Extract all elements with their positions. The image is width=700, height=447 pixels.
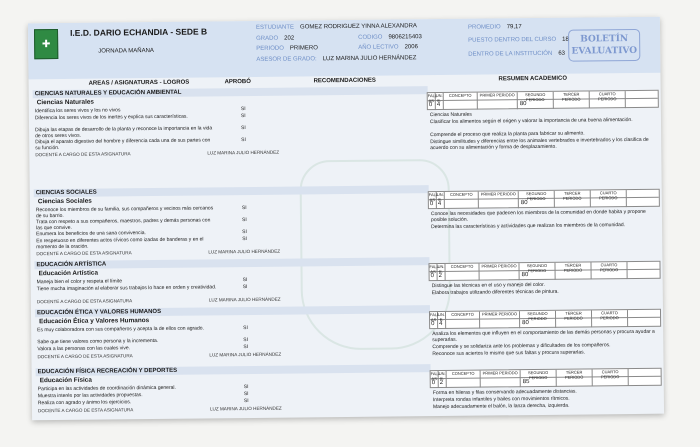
aprobo-value: SI [243, 344, 249, 351]
logro-text: Es muy colaboradora con sus compañeros y acepta la de ellos con agrado. [37, 325, 204, 334]
logro-text: Reconoce los miembros de su familia, sus compañeros y vecinos más cercanos de su barrio. [35, 205, 214, 220]
grades-grid [428, 261, 660, 281]
grid-concepto: CONCEPTO [444, 93, 478, 110]
docente-label: DOCENTE A CARGO DE ESTA ASIGNATURA [37, 407, 134, 414]
grades-grid [427, 90, 659, 110]
logro-text: Muestra interés por las actividades propuestas. [37, 392, 143, 400]
aprobo-value: SI [243, 391, 249, 398]
area-title: EDUCACIÓN ÉTICA Y VALORES HUMANOS [35, 305, 430, 317]
grid-p2: SEGUNDO PERIODO [519, 263, 555, 280]
grid-un: UN. E. [439, 371, 447, 388]
grid-concepto: CONCEPTO [447, 371, 481, 388]
aprobo-value: SI [243, 337, 249, 344]
grades-grid [428, 189, 660, 209]
logro-text: Participa en las actividades de coordinación dinámica general. [37, 384, 176, 393]
rank-institution-field: DENTRO DE LA INSTITUCIÓN 63 [468, 50, 566, 58]
first-period-grade: 80 [519, 101, 527, 108]
period-field: PERIODO PRIMERO [256, 45, 318, 52]
un-value: 4 [437, 201, 442, 208]
average-field: PROMEDIO 79,17 [467, 24, 522, 31]
docente-name: LUZ MARINA JULIO HERNÁNDEZ [209, 405, 282, 412]
resumen-text: Reconoce sus aciertos lo mismo que sus faltas y procura superarlas. [432, 349, 586, 358]
grid-p4: CUARTO PERIODO [591, 190, 627, 207]
grid-un: UN. E. [437, 192, 445, 209]
resumen-text: Distingue similitudes y diferencias entre los animales vertebrados e invertebrados y los clasifica de acuerdo con su alimentación y forma de desplazamiento. [430, 136, 649, 152]
resumen-text: Elabora trabajos utilizando diferentes técnicas de pintura. [431, 288, 559, 297]
aprobo-value: SI [243, 325, 248, 332]
grid-p1: PRIMER PERIODO [480, 311, 520, 328]
report-card-sheet [28, 17, 664, 421]
grid-p2: SEGUNDO PERIODO [520, 311, 556, 328]
first-period-grade: 80 [522, 320, 529, 327]
aprobo-value: SI [241, 205, 247, 212]
year-field: AÑO LECTIVO 2006 [358, 44, 418, 51]
un-value: 4 [439, 320, 443, 328]
first-period-grade: 85 [522, 379, 530, 386]
logro-text: Maneja bien el color y respeta el límite [36, 278, 123, 286]
report-header [28, 17, 661, 80]
student-field: ESTUDIANTE GOMEZ RODRIGUEZ YINNA ALEXANDRA [255, 23, 417, 31]
aprobo-value: SI [242, 229, 247, 236]
area-title: EDUCACIÓN ARTÍSTICA [34, 257, 429, 269]
grid-p3: TERCER PERIODO [556, 310, 592, 327]
grid-p4: CUARTO PERIODO [591, 262, 627, 279]
subject-name: Educación Ética y Valores Humanos [39, 317, 150, 326]
aprobo-value: SI [243, 398, 249, 405]
docente-label: DOCENTE A CARGO DE ESTA ASIGNATURA [35, 151, 131, 158]
resumen-text: Conoce las necesidades que padecen los miembros de la comunidad en donde habita y propone posible solución. [430, 208, 646, 224]
col-recomendaciones: RECOMENDACIONES [313, 77, 376, 85]
grid-p4: CUARTO PERIODO [590, 91, 626, 108]
grid-p1: PRIMER PERIODO [478, 92, 518, 109]
boletin-title: BOLETÍN EVALUATIVO [568, 29, 640, 62]
aprobo-value: SI [241, 137, 246, 144]
fallas-value: 0 [428, 102, 433, 109]
grid-concepto: CONCEPTO [445, 264, 479, 281]
un-value: 2 [439, 379, 444, 387]
docente-name: LUZ MARINA JULIO HERNÁNDEZ [208, 248, 281, 255]
aprobo-value: SI [241, 217, 247, 224]
logro-text: Tiene mucha imaginación al elaborar sus trabajos lo hace en orden y creatividad. [36, 284, 217, 293]
resumen-text: Distingue las técnicas en el uso y manejo del color. [431, 281, 545, 290]
logro-text: Sabe que tiene valores como persona y la incrementa. [37, 337, 159, 346]
aprobo-value: SI [242, 277, 248, 284]
advisor-field: ASESOR DE GRADO: LUZ MARINA JULIO HERNÁNDEZ [256, 55, 417, 63]
resumen-text: Comprende el proceso que realiza la planta para fabricar su alimento. [430, 130, 585, 139]
subject-name: Educación Física [39, 376, 92, 385]
grid-fallas: FALL AS [430, 312, 438, 329]
fallas-value: 0 [430, 273, 434, 280]
area-title: CIENCIAS NATURALES Y EDUCACIÓN AMBIENTAL [33, 86, 428, 98]
resumen-text: Manejo adecuadamente el balón, la lanza derecha, izquierda. [432, 402, 570, 411]
un-value: 2 [438, 272, 442, 280]
resumen-text: Clasificar los alimentos según el origen y valorar la importancia de una buena alimentación. [429, 116, 633, 126]
grid-p4: CUARTO PERIODO [593, 369, 629, 386]
logro-text: Enumera los beneficios de una sana convivencia. [36, 230, 146, 238]
rank-course-field: PUESTO DENTRO DEL CURSO 18 [468, 36, 569, 44]
docente-name: LUZ MARINA JULIO HERNÁNDEZ [207, 149, 280, 156]
grid-fallas: FALL AS [428, 93, 436, 110]
grid-un: UN. E. [438, 312, 446, 329]
grid-fallas: FALL AS [431, 371, 439, 388]
logro-text: Realiza con agrado y ánimo los ejercicios. [37, 399, 132, 407]
aprobo-value: SI [241, 125, 246, 132]
logro-text: En respetuoso en diferentes actos cívicos como izadas de banderas y en el momento de la oración. [36, 236, 204, 251]
area-block [32, 362, 664, 414]
grid-fallas: FALL AS [429, 264, 437, 281]
logro-text: Diferencia los seres vivos de los inertes y explica sus características. [34, 113, 188, 122]
grid-fallas: FALL AS [429, 192, 437, 209]
col-resumen: RESUMEN ACADEMICO [498, 75, 568, 83]
grid-p3: TERCER PERIODO [557, 369, 593, 386]
aprobo-value: SI [240, 113, 246, 120]
grid-concepto: CONCEPTO [446, 312, 480, 329]
first-period-grade: 80 [520, 200, 528, 207]
grid-p3: TERCER PERIODO [554, 91, 590, 108]
grades-grid [430, 368, 662, 388]
col-aprobo: APROBÓ [224, 78, 251, 86]
subject-name: Ciencias Naturales [36, 98, 95, 107]
logro-text: Dibuja el aparato digestivo del hombre y diferencia cada una de sus partes con su función. [35, 137, 211, 152]
aprobo-value: SI [243, 384, 249, 391]
logro-text: Dibuja las etapas de desarrollo de la planta y reconoce la importancia en la vida de otros seres vivos. [35, 125, 213, 140]
fallas-value: 0 [429, 201, 434, 208]
resumen-text: Analiza los elementos que influyen en el comportamiento de las demás personas y procura ayudar a superarlas. [432, 328, 655, 344]
aprobo-value: SI [242, 284, 248, 291]
school-name: I.E.D. DARIO ECHANDIA - SEDE B [69, 26, 208, 38]
logro-text: Identifica los seres vivos y los no vivos [34, 107, 121, 115]
resumen-text: Forma en hileras y filas conservando adecuadamente distancias. [432, 388, 577, 397]
grid-un: UN. E. [436, 93, 444, 110]
subject-name: Ciencias Sociales [37, 197, 92, 206]
grid-un: UN. E. [437, 264, 445, 281]
docente-name: LUZ MARINA JULIO HERNÁNDEZ [208, 296, 281, 303]
logro-text: Trata con respeto a sus compañeros, maestros, padres y demás personas con las que convive. [35, 217, 211, 232]
grid-p2: SEGUNDO PERIODO [521, 370, 557, 387]
subject-name: Educación Artística [38, 269, 99, 278]
school-logo-icon: ✚ [34, 29, 58, 59]
resumen-text: Ciencias Naturales [429, 111, 472, 119]
fallas-value: 0 [431, 380, 436, 387]
grade-field: GRADO 202 [256, 35, 295, 42]
grid-p1: PRIMER PERIODO [481, 370, 521, 387]
un-value: 4 [436, 102, 441, 109]
grades-grid [429, 309, 661, 329]
grid-p1: PRIMER PERIODO [479, 263, 519, 280]
col-areas: AREAS / ASIGNATURAS - LOGROS [88, 79, 190, 87]
grid-concepto: CONCEPTO [445, 192, 479, 209]
resumen-text: Determina las características y actividades que realizan los miembros de la comunidad. [431, 222, 626, 231]
grid-p3: TERCER PERIODO [555, 262, 591, 279]
docente-label: DOCENTE A CARGO DE ESTA ASIGNATURA [36, 250, 132, 257]
area-title: CIENCIAS SOCIALES [34, 185, 429, 197]
resumen-text: Comprende y se solidariza ante los problemas y dificultades de los compañeros. [432, 342, 611, 351]
first-period-grade: 80 [521, 272, 529, 279]
aprobo-value: SI [242, 236, 247, 243]
code-field: CODIGO 9806215403 [358, 34, 422, 41]
docente-label: DOCENTE A CARGO DE ESTA ASIGNATURA [37, 353, 133, 360]
docente-name: LUZ MARINA JULIO HERNÁNDEZ [209, 351, 282, 358]
logro-text: Valora a las personas con las cuales vive. [37, 345, 131, 353]
area-title: EDUCACIÓN FÍSICA RECREACIÓN Y DEPORTES [36, 364, 431, 376]
fallas-value: 0 [431, 321, 435, 328]
grid-p2: SEGUNDO PERIODO [518, 92, 554, 109]
grid-p1: PRIMER PERIODO [479, 191, 519, 208]
resumen-text: Interpreta rondas infantiles y bailes con movimientos rítmicos. [432, 395, 570, 404]
grid-p2: SEGUNDO PERIODO [519, 191, 555, 208]
jornada: JORNADA MAÑANA [98, 48, 154, 55]
grid-p4: CUARTO PERIODO [592, 310, 628, 327]
grid-p3: TERCER PERIODO [555, 190, 591, 207]
aprobo-value: SI [240, 106, 246, 113]
docente-label: DOCENTE A CARGO DE ESTA ASIGNATURA [36, 298, 133, 305]
